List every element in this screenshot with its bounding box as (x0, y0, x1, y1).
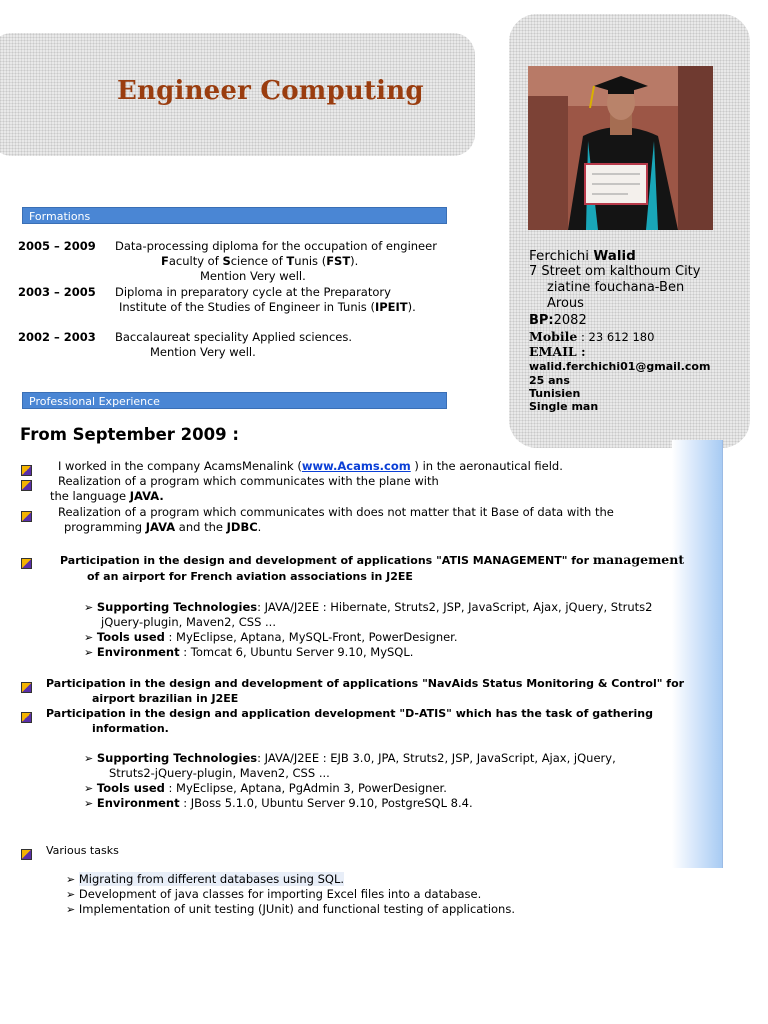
text: aculty of (168, 254, 223, 268)
bp-label: BP: (529, 313, 554, 328)
address-line-2: ziatine fouchana-Ben (547, 280, 685, 295)
bp-value: 2082 (553, 313, 587, 328)
arrow-icon: ➢ (84, 782, 94, 795)
emphasis: JAVA. (129, 489, 164, 503)
emphasis: S (222, 254, 231, 268)
atis-tech-line2: jQuery-plugin, Maven2, CSS ... (101, 615, 276, 629)
full-name (529, 248, 636, 264)
task-item (66, 872, 344, 887)
text: ). (350, 254, 359, 268)
formation-years: 2005 – 2009 (18, 239, 96, 253)
bullet-icon (21, 476, 32, 495)
postal-box (529, 313, 587, 329)
text: programming (64, 520, 146, 534)
age: 25 ans (529, 374, 570, 387)
task-text: Implementation of unit testing (JUnit) and functional testing of applications. (78, 902, 515, 916)
label: Supporting Technologies (96, 751, 258, 765)
bullet-icon (21, 678, 32, 697)
value: : MyEclipse, Aptana, PgAdmin 3, PowerDesigner. (168, 781, 447, 795)
nationality: Tunisien (529, 387, 581, 400)
formation-mention: Mention Very well. (200, 269, 306, 283)
various-tasks-label: Various tasks (46, 844, 119, 857)
label: Tools used (96, 630, 165, 644)
arrow-icon: ➢ (84, 752, 94, 765)
project-atis-line2: of an airport for French aviation associations in J2EE (87, 570, 413, 583)
task-text: Migrating from different databases using SQL. (78, 872, 345, 886)
address-line-1: 7 Street om kalthoum City (529, 264, 701, 279)
arrow-icon: ➢ (84, 646, 94, 659)
formation-mention: Mention Very well. (150, 345, 256, 359)
emphasis: FST (326, 254, 351, 268)
bullet-icon (21, 507, 32, 526)
mobile-value: : 23 612 180 (577, 330, 655, 344)
project-navaids: Participation in the design and development of applications "NavAids Status Monitoring & Control" for (46, 677, 685, 690)
datis-tech-line2: Struts2-jQuery-plugin, Maven2, CSS ... (109, 766, 330, 780)
bullet-icon (21, 708, 32, 727)
mobile-label: Mobile (529, 329, 578, 344)
project-datis: Participation in the design and application development "D-ATIS" which has the task of gathering (46, 707, 653, 720)
experience-header: Professional Experience (22, 392, 447, 409)
experience-line: Realization of a program which communicates with does not matter that it Base of data with the (58, 505, 614, 519)
value: : JBoss 5.1.0, Ubuntu Server 9.10, PostgreSQL 8.4. (179, 796, 473, 810)
task-text: Development of java classes for importing Excel files into a database. (78, 887, 482, 901)
text: I worked in the company AcamsMenalink ( (58, 459, 302, 473)
project-navaids-line2: airport brazilian in J2EE (92, 692, 239, 705)
text: ). (407, 300, 416, 314)
experience-line (64, 520, 261, 535)
atis-env (84, 645, 413, 660)
arrow-icon: ➢ (84, 797, 94, 810)
company-link[interactable]: www.Acams.com (301, 459, 411, 473)
label: Environment (96, 796, 180, 810)
profile-photo (528, 66, 713, 230)
text: . (257, 520, 262, 534)
formations-header: Formations (22, 207, 447, 224)
label: Supporting Technologies (96, 600, 258, 614)
emphasis: T (286, 254, 295, 268)
value: : JAVA/J2EE : EJB 3.0, JPA, Struts2, JSP, JavaScript, Ajax, jQuery, (257, 751, 616, 765)
value: : JAVA/J2EE : Hibernate, Struts2, JSP, JavaScript, Ajax, jQuery, Struts2 (257, 600, 653, 614)
label: Environment (96, 645, 180, 659)
value: : Tomcat 6, Ubuntu Server 9.10, MySQL. (179, 645, 414, 659)
project-datis-line2: information. (92, 722, 169, 735)
marital-status: Single man (529, 400, 599, 413)
formation-years: 2002 – 2003 (18, 330, 96, 344)
mobile (529, 329, 654, 345)
experience-line (50, 489, 164, 504)
formation-line (161, 254, 358, 269)
text: management (592, 552, 685, 567)
address-line-3: Arous (547, 296, 584, 311)
emphasis: IPEIT (374, 300, 408, 314)
value: : MyEclipse, Aptana, MySQL-Front, PowerDesigner. (164, 630, 458, 644)
formation-line: Baccalaureat speciality Applied sciences. (115, 330, 353, 344)
task-item (66, 902, 515, 917)
from-date: From September 2009 : (20, 425, 239, 444)
label: Tools used (96, 781, 165, 795)
experience-line (58, 459, 563, 474)
text: the language (50, 489, 130, 503)
page-title: Engineer Computing (117, 76, 424, 106)
emphasis: JDBC (226, 520, 258, 534)
emphasis: F (161, 254, 169, 268)
text: Institute of the Studies of Engineer in Tunis ( (119, 300, 375, 314)
arrow-icon: ➢ (66, 903, 76, 916)
emphasis: JAVA (145, 520, 176, 534)
atis-tech (84, 600, 652, 615)
formation-years: 2003 – 2005 (18, 285, 96, 299)
arrow-icon: ➢ (84, 601, 94, 614)
formation-line (119, 300, 416, 315)
first-name: Ferchichi (529, 248, 594, 264)
datis-tech (84, 751, 616, 766)
arrow-icon: ➢ (66, 873, 76, 886)
arrow-icon: ➢ (84, 631, 94, 644)
formation-line: Data-processing diploma for the occupation of engineer (115, 239, 437, 253)
arrow-icon: ➢ (66, 888, 76, 901)
datis-tools (84, 781, 447, 796)
atis-tools (84, 630, 458, 645)
experience-line: Realization of a program which communicates with the plane with (58, 474, 439, 488)
text: cience of (230, 254, 287, 268)
email-label: EMAIL : (529, 344, 586, 359)
text: and the (175, 520, 227, 534)
datis-env (84, 796, 473, 811)
text: ) in the aeronautical field. (410, 459, 563, 473)
project-atis (60, 552, 684, 568)
bullet-icon (21, 554, 32, 573)
bullet-icon (21, 845, 32, 864)
email-value[interactable]: walid.ferchichi01@gmail.com (529, 360, 711, 373)
formation-line: Diploma in preparatory cycle at the Preparatory (115, 285, 391, 299)
decorative-gradient-stripe (672, 440, 723, 868)
last-name: Walid (593, 248, 636, 264)
text: unis ( (294, 254, 327, 268)
task-item (66, 887, 481, 902)
text: Participation in the design and development of applications "ATIS MANAGEMENT" for (60, 554, 593, 567)
